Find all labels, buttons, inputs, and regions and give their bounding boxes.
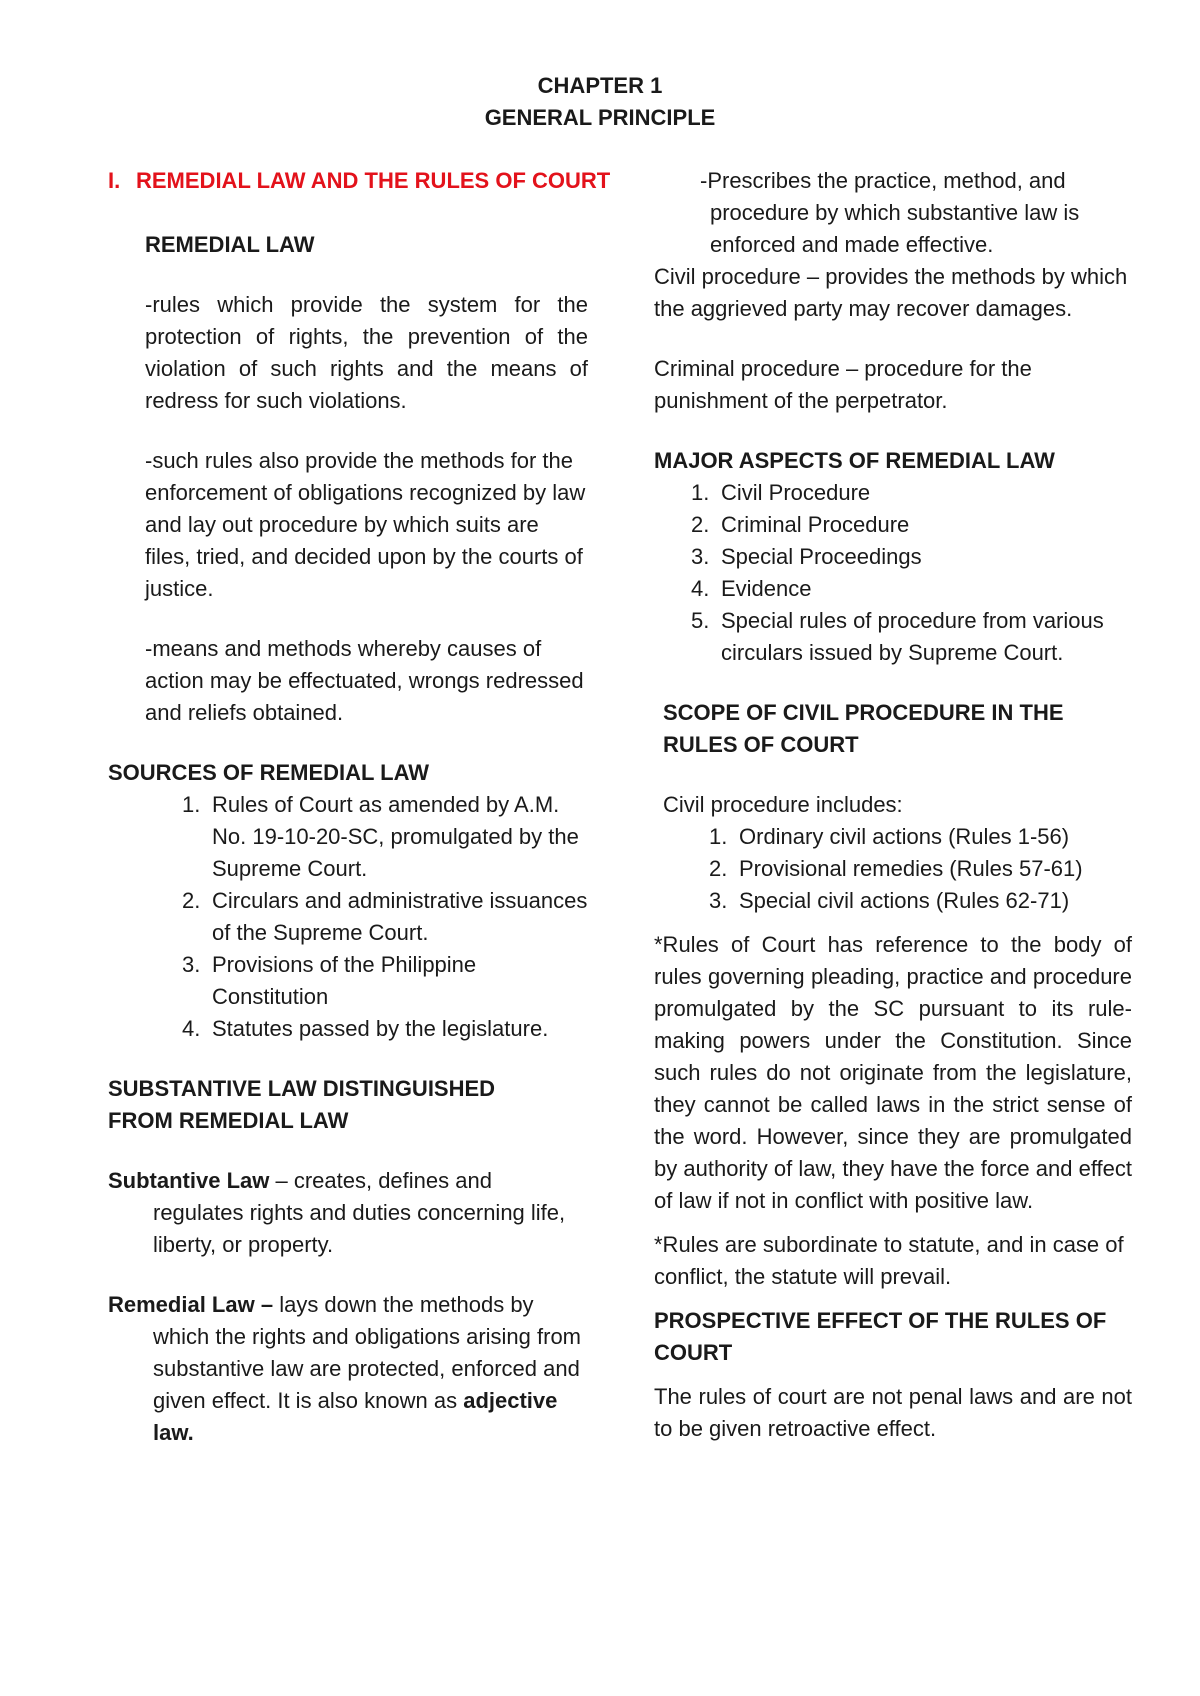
list-text: Special civil actions (Rules 62-71) [739,888,1070,913]
list-number: 4. [691,576,710,601]
aspect-item [691,509,1132,541]
remedial-law-term: Remedial Law – [108,1292,274,1317]
list-text: Ordinary civil actions (Rules 1-56) [739,824,1070,849]
substantive-law-definition [108,1165,588,1261]
list-number: 3. [691,544,710,569]
list-text: Special Proceedings [721,544,922,569]
list-number: 3. [182,952,201,977]
adjective-law-term: adjective law. [153,1388,558,1445]
section-heading [108,165,612,197]
remedial-law-heading: REMEDIAL LAW [145,232,315,257]
subordinate-note: *Rules are subordinate to statute, and in case of conflict, the statute will prevail. [654,1232,1124,1289]
list-number: 5. [691,608,710,633]
remedial-definition-3: -means and methods whereby causes of action may be effectuated, wrongs redressed and reliefs obtained. [145,636,584,725]
list-number: 4. [182,1016,201,1041]
remedial-law-definition [108,1289,588,1449]
section-title: REMEDIAL LAW AND THE RULES OF COURT [136,168,611,193]
aspect-item [691,477,1132,509]
list-number: 1. [691,480,710,505]
civil-procedure-item [709,885,1132,917]
aspect-item [691,541,1132,573]
section-number: I. [108,168,121,193]
source-item [182,789,588,885]
list-text: Rules of Court as amended by A.M. No. 19-10-20-SC, promulgated by the Supreme Court. [212,792,579,881]
chapter-title: GENERAL PRINCIPLE [484,105,716,130]
aspect-item [691,573,1132,605]
list-text: Evidence [721,576,812,601]
substantive-law-text: – creates, defines and regulates rights and duties concerning life, liberty, or property. [153,1168,566,1257]
sources-list [108,789,588,1045]
source-item [182,885,588,949]
civil-procedure-includes-list [654,821,1132,917]
civil-procedure-includes: Civil procedure includes: [663,792,903,817]
list-number: 2. [182,888,201,913]
prospective-text: The rules of court are not penal laws and are not to be given retroactive effect. [654,1384,1132,1441]
prospective-heading: PROSPECTIVE EFFECT OF THE RULES OF COURT [654,1308,1107,1365]
list-number: 2. [691,512,710,537]
list-number: 2. [709,856,728,881]
rules-of-court-note: *Rules of Court has reference to the body of rules governing pleading, practice and procedure promulgated by the SC pursuant to its rule-making powers under the Constitution. Since such rules do not originate from the legislature, they cannot be called laws in the strict sense of the word. However, since they are promulgated by authority of law, they have the force and effect of law if not in conflict with positive law. [654,932,1132,1213]
list-text: Special rules of procedure from various circulars issued by Supreme Court. [721,608,1104,665]
civil-procedure-item [709,853,1132,885]
chapter-number: CHAPTER 1 [537,73,663,98]
remedial-law-block [108,229,588,729]
sources-heading: SOURCES OF REMEDIAL LAW [108,760,430,785]
list-text: Provisions of the Philippine Constitution [212,952,477,1009]
list-text: Provisional remedies (Rules 57-61) [739,856,1083,881]
list-text: Statutes passed by the legislature. [212,1016,549,1041]
list-text: Civil Procedure [721,480,871,505]
major-aspects-heading: MAJOR ASPECTS OF REMEDIAL LAW [654,448,1055,473]
source-item [182,949,588,1013]
major-aspects-list [654,477,1132,669]
list-number: 3. [709,888,728,913]
remedial-law-text: lays down the methods by which the rights and obligations arising from substantive law are protected, enforced and given effect. It is also known as [153,1292,582,1413]
civil-procedure-definition: Civil procedure – provides the methods by which the aggrieved party may recover damages. [654,264,1128,321]
list-number: 1. [709,824,728,849]
list-text: Circulars and administrative issuances of the Supreme Court. [212,888,588,945]
remedial-definition-1: -rules which provide the system for the protection of rights, the prevention of the violation of such rights and the means of redress for such violations. [145,292,588,413]
source-item [182,1013,588,1045]
substantive-law-term: Subtantive Law [108,1168,270,1193]
criminal-procedure-definition: Criminal procedure – procedure for the punishment of the perpetrator. [654,356,1032,413]
distinguished-heading: SUBSTANTIVE LAW DISTINGUISHED FROM REMEDIAL LAW [108,1076,496,1133]
remedial-definition-2: -such rules also provide the methods for the enforcement of obligations recognized by law and lay out procedure by which suits are files, tried, and decided upon by the courts of justice. [145,448,586,601]
scope-heading: SCOPE OF CIVIL PROCEDURE IN THE RULES OF COURT [663,700,1064,757]
list-text: Criminal Procedure [721,512,910,537]
right-column [654,165,1132,1445]
prescribes-text: -Prescribes the practice, method, and procedure by which substantive law is enforced and made effective. [700,168,1080,257]
civil-procedure-item [709,821,1132,853]
aspect-item [691,605,1132,669]
list-number: 1. [182,792,201,817]
left-column [108,165,611,1449]
